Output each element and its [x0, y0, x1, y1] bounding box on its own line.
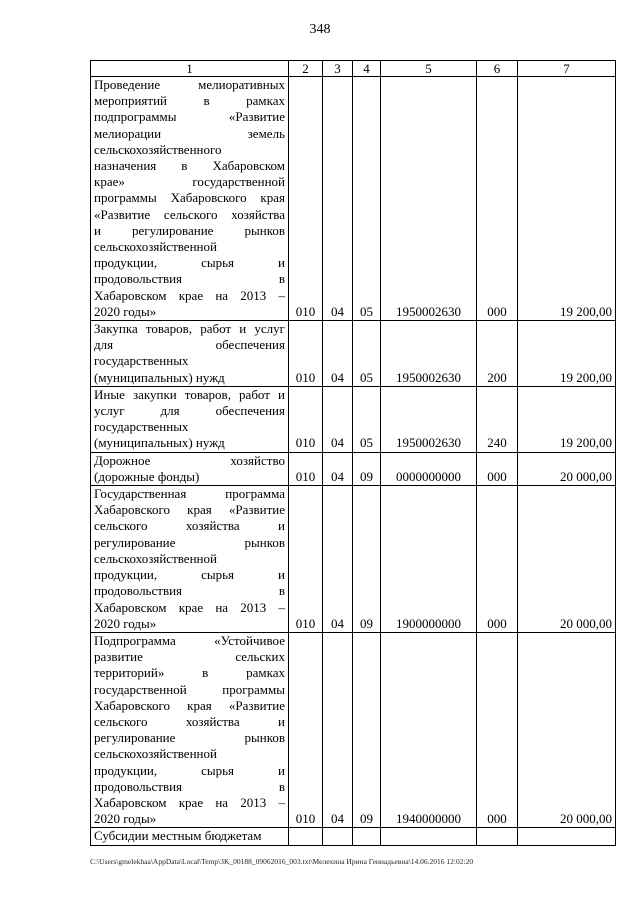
description-line: сельского хозяйства и — [94, 713, 285, 729]
amount: 20 000,00 — [518, 486, 616, 633]
description-line: продовольствия в — [94, 583, 285, 599]
subsection-code-1: 04 — [323, 386, 353, 452]
budget-table — [90, 60, 616, 846]
expense-type-code: 000 — [477, 77, 518, 321]
row-description — [91, 452, 289, 485]
table-row — [91, 77, 616, 321]
table-row — [91, 828, 616, 845]
description-line: продукции, сырья и — [94, 762, 285, 778]
description-line: Хабаровском крае на 2013 – — [94, 287, 285, 303]
target-article-code: 1900000000 — [381, 486, 477, 633]
subsection-code-1: 04 — [323, 77, 353, 321]
file-path-footer: C:\Users\gmelekhaa\AppData\Local\Temp\3K_00188_09062016_003.txt\Мелехина Ирина Геннадьевна\14.06.2016 12:02:20 — [90, 857, 474, 866]
amount — [518, 828, 616, 845]
subsection-code-2 — [353, 828, 381, 845]
description-line: (муниципальных) нужд — [94, 369, 225, 385]
header-col-3: 3 — [323, 61, 353, 77]
description-line: сельскохозяйственной — [94, 746, 217, 762]
table-row — [91, 632, 616, 827]
subsection-code-2: 09 — [353, 452, 381, 485]
subsection-code-1 — [323, 828, 353, 845]
section-code: 010 — [289, 452, 323, 485]
subsection-code-2: 09 — [353, 486, 381, 633]
table-row — [91, 386, 616, 452]
description-line: государственных — [94, 353, 189, 369]
header-col-2: 2 — [289, 61, 323, 77]
description-line: Хабаровском крае на 2013 – — [94, 599, 285, 615]
subsection-code-1: 04 — [323, 632, 353, 827]
description-line: Закупка товаров, работ и услуг — [94, 321, 285, 337]
description-line: 2020 годы» — [94, 615, 157, 631]
target-article-code: 1950002630 — [381, 386, 477, 452]
description-line: для обеспечения — [94, 337, 285, 353]
header-col-5: 5 — [381, 61, 477, 77]
row-description — [91, 77, 289, 321]
row-description — [91, 321, 289, 387]
description-line: государственных — [94, 419, 189, 435]
target-article-code: 1950002630 — [381, 321, 477, 387]
expense-type-code: 000 — [477, 452, 518, 485]
description-line: крае» государственной — [94, 174, 285, 190]
section-code: 010 — [289, 77, 323, 321]
header-col-7: 7 — [518, 61, 616, 77]
description-line: мелиорации земель — [94, 125, 285, 141]
description-line: сельскохозяйственной — [94, 550, 217, 566]
description-line: 2020 годы» — [94, 811, 157, 827]
row-description — [91, 828, 289, 845]
description-line: 2020 годы» — [94, 303, 157, 319]
subsection-code-2: 05 — [353, 386, 381, 452]
amount: 19 200,00 — [518, 321, 616, 387]
target-article-code: 1950002630 — [381, 77, 477, 321]
description-line: подпрограммы «Развитие — [94, 109, 285, 125]
description-line: программы Хабаровского края — [94, 190, 285, 206]
table-row — [91, 486, 616, 633]
section-code: 010 — [289, 321, 323, 387]
description-line: продукции, сырья и — [94, 255, 285, 271]
expense-type-code: 200 — [477, 321, 518, 387]
section-code: 010 — [289, 486, 323, 633]
description-line: услуг для обеспечения — [94, 403, 285, 419]
amount: 19 200,00 — [518, 386, 616, 452]
description-line: продовольствия в — [94, 271, 285, 287]
subsection-code-2: 05 — [353, 77, 381, 321]
description-line: Субсидии местным бюджетам — [94, 828, 262, 844]
expense-type-code — [477, 828, 518, 845]
row-description — [91, 486, 289, 633]
description-line: Хабаровского края «Развитие — [94, 697, 285, 713]
description-line: мероприятий в рамках — [94, 93, 285, 109]
target-article-code: 0000000000 — [381, 452, 477, 485]
header-row — [91, 61, 616, 77]
target-article-code — [381, 828, 477, 845]
description-line: государственной программы — [94, 681, 285, 697]
section-code: 010 — [289, 632, 323, 827]
amount: 20 000,00 — [518, 452, 616, 485]
description-line: территорий» в рамках — [94, 665, 285, 681]
description-line: «Развитие сельского хозяйства — [94, 206, 285, 222]
page-number: 348 — [309, 22, 331, 37]
subsection-code-1: 04 — [323, 486, 353, 633]
amount: 20 000,00 — [518, 632, 616, 827]
table-row — [91, 452, 616, 485]
description-line: Хабаровском крае на 2013 – — [94, 794, 285, 810]
expense-type-code: 000 — [477, 632, 518, 827]
description-line: и регулирование рынков — [94, 222, 285, 238]
expense-type-code: 000 — [477, 486, 518, 633]
row-description — [91, 386, 289, 452]
description-line: регулирование рынков — [94, 730, 285, 746]
description-line: Государственная программа — [94, 486, 285, 502]
description-line: регулирование рынков — [94, 534, 285, 550]
header-col-1: 1 — [91, 61, 289, 77]
description-line: Проведение мелиоративных — [94, 77, 285, 92]
description-line: развитие сельских — [94, 649, 285, 665]
description-line: (дорожные фонды) — [94, 468, 200, 484]
description-line: Подпрограмма «Устойчивое — [94, 632, 285, 648]
subsection-code-2: 05 — [353, 321, 381, 387]
target-article-code: 1940000000 — [381, 632, 477, 827]
amount: 19 200,00 — [518, 77, 616, 321]
description-line: сельскохозяйственного — [94, 141, 222, 157]
section-code — [289, 828, 323, 845]
subsection-code-1: 04 — [323, 452, 353, 485]
header-col-6: 6 — [477, 61, 518, 77]
description-line: продукции, сырья и — [94, 567, 285, 583]
description-line: сельского хозяйства и — [94, 518, 285, 534]
section-code: 010 — [289, 386, 323, 452]
table-row — [91, 321, 616, 387]
description-line: Иные закупки товаров, работ и — [94, 386, 285, 402]
subsection-code-1: 04 — [323, 321, 353, 387]
description-line: (муниципальных) нужд — [94, 435, 225, 451]
description-line: назначения в Хабаровском — [94, 158, 285, 174]
subsection-code-2: 09 — [353, 632, 381, 827]
header-col-4: 4 — [353, 61, 381, 77]
expense-type-code: 240 — [477, 386, 518, 452]
row-description — [91, 632, 289, 827]
description-line: Дорожное хозяйство — [94, 452, 285, 468]
description-line: сельскохозяйственной — [94, 239, 217, 255]
description-line: продовольствия в — [94, 778, 285, 794]
description-line: Хабаровского края «Развитие — [94, 502, 285, 518]
